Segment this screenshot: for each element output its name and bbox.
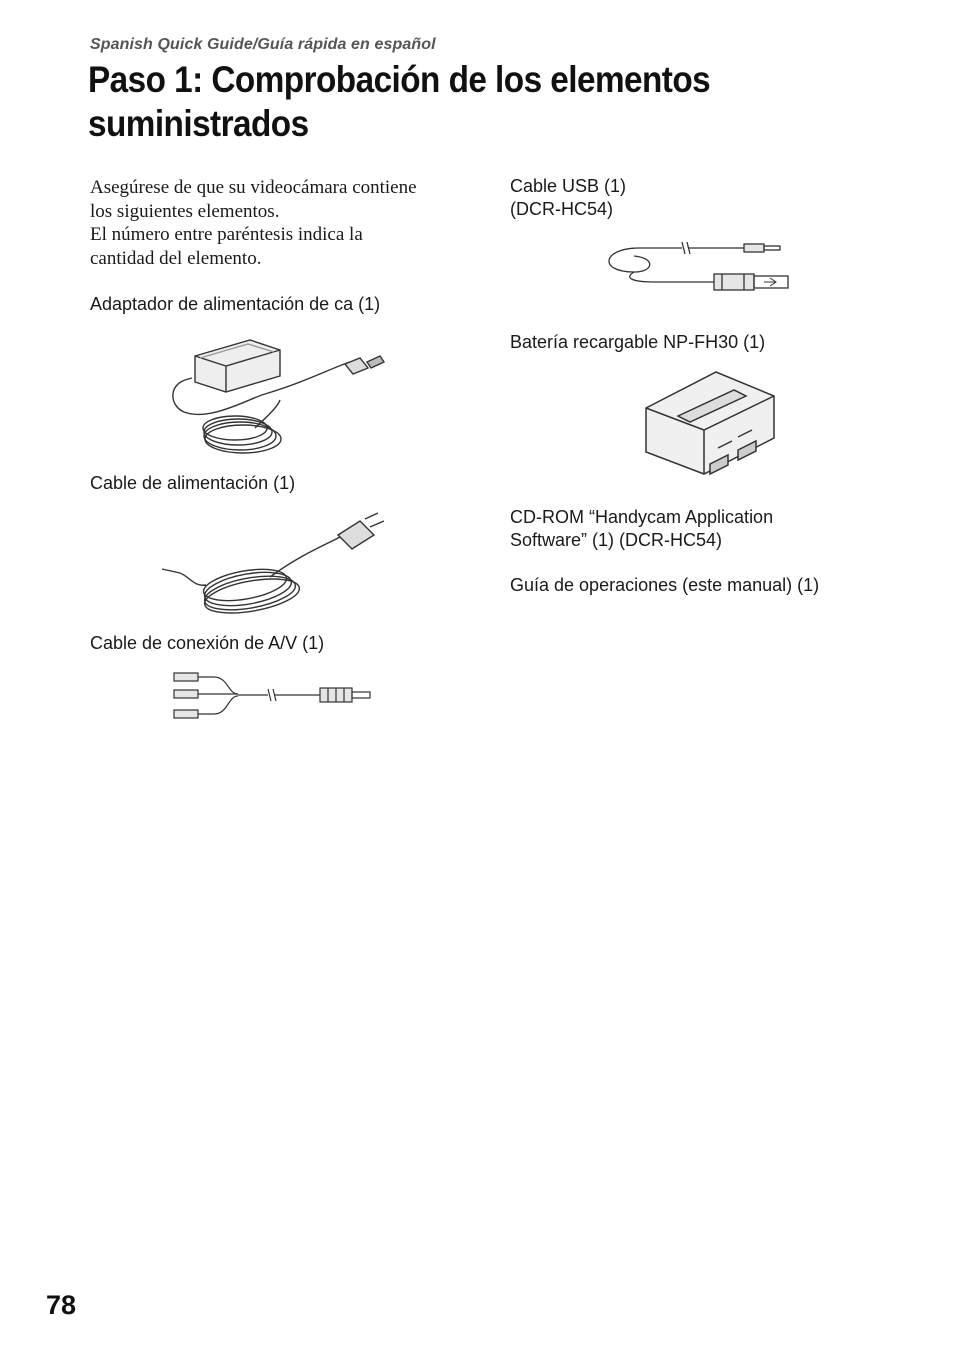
ac-adaptor-illustration (160, 328, 400, 458)
usb-cable-label-line: Cable USB (1) (510, 176, 627, 196)
usb-cable-model-line: (DCR-HC54) (510, 199, 613, 219)
av-cable-label: Cable de conexión de A/V (1) (90, 633, 325, 653)
power-cord-illustration (160, 505, 400, 615)
intro-line: El número entre paréntesis indica la (90, 224, 363, 245)
intro-line: los siguientes elementos. (90, 200, 280, 222)
cdrom-label-line: Software” (1) (DCR-HC54) (510, 530, 723, 550)
usb-cable-label (510, 175, 626, 221)
manual-label: Guía de operaciones (este manual) (1) (510, 575, 820, 595)
page-title: Paso 1: Comprobación de los elementos suministrados (88, 59, 711, 144)
ac-adaptor-label: Adaptador de alimentación de ca (1) (90, 294, 381, 314)
cdrom-label (510, 506, 773, 552)
intro-line: cantidad del elemento. (90, 247, 262, 269)
intro-line: Asegúrese de que su videocámara contiene (90, 177, 417, 198)
cdrom-label-line: CD-ROM “Handycam Application (510, 507, 774, 527)
battery-label: Batería recargable NP-FH30 (1) (510, 332, 766, 352)
av-cable-illustration (172, 668, 382, 724)
section-header: Spanish Quick Guide/Guía rápida en español (90, 36, 436, 53)
power-cord-label: Cable de alimentación (1) (90, 473, 296, 493)
intro-paragraph (90, 176, 470, 270)
usb-cable-illustration (594, 238, 804, 296)
page-number: 78 (46, 1290, 77, 1320)
battery-illustration (638, 368, 783, 480)
